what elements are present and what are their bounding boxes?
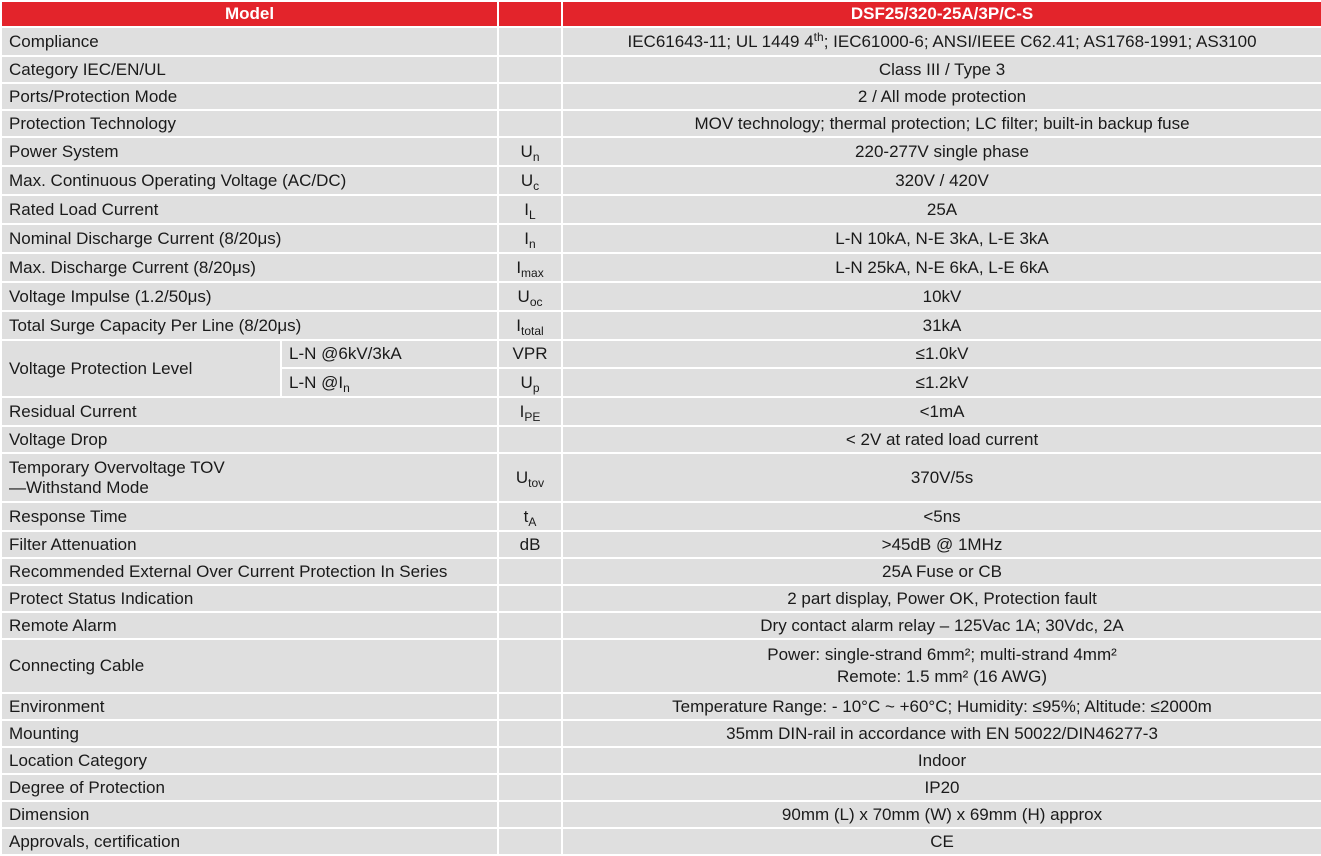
row-sublabel: L-N $@I_n$ bbox=[281, 368, 498, 397]
table-row bbox=[1, 27, 1321, 56]
row-label: Degree of Protection bbox=[1, 774, 498, 801]
row-value: >45dB @ 1MHz bbox=[562, 531, 1321, 558]
table-row bbox=[1, 585, 1321, 612]
row-symbol: $U_{oc}$ bbox=[498, 282, 562, 311]
row-label: Connecting Cable bbox=[1, 639, 498, 693]
table-row bbox=[1, 137, 1321, 166]
table-row bbox=[1, 110, 1321, 137]
row-value: 31kA bbox=[562, 311, 1321, 340]
row-symbol bbox=[498, 56, 562, 83]
table-row bbox=[1, 720, 1321, 747]
table-row bbox=[1, 801, 1321, 828]
row-value: MOV technology; thermal protection; LC filter; built-in backup fuse bbox=[562, 110, 1321, 137]
row-symbol bbox=[498, 774, 562, 801]
table-row bbox=[1, 56, 1321, 83]
row-label: Response Time bbox=[1, 502, 498, 531]
row-value: <1mA bbox=[562, 397, 1321, 426]
row-label: Mounting bbox=[1, 720, 498, 747]
row-symbol bbox=[498, 110, 562, 137]
table-row bbox=[1, 282, 1321, 311]
row-value: <5ns bbox=[562, 502, 1321, 531]
row-value: 25A bbox=[562, 195, 1321, 224]
row-label: Rated Load Current bbox=[1, 195, 498, 224]
row-sublabel: L-N @6kV/3kA bbox=[281, 340, 498, 368]
row-symbol bbox=[498, 639, 562, 693]
row-label: Filter Attenuation bbox=[1, 531, 498, 558]
table-row bbox=[1, 224, 1321, 253]
row-symbol: $I_n$ bbox=[498, 224, 562, 253]
row-symbol: $I_L$ bbox=[498, 195, 562, 224]
row-value-line: Remote: 1.5 mm² (16 AWG) bbox=[837, 667, 1048, 686]
row-label: Protect Status Indication bbox=[1, 585, 498, 612]
row-symbol: $U_p$ bbox=[498, 368, 562, 397]
table-row bbox=[1, 558, 1321, 585]
table-row bbox=[1, 828, 1321, 855]
row-value-line: Power: single-strand 6mm²; multi-strand 4mm² bbox=[767, 645, 1117, 664]
header-row bbox=[1, 1, 1321, 27]
row-value: ≤1.0kV bbox=[562, 340, 1321, 368]
row-label: Total Surge Capacity Per Line (8/20μs) bbox=[1, 311, 498, 340]
row-value: 2 / All mode protection bbox=[562, 83, 1321, 110]
table-row bbox=[1, 502, 1321, 531]
table-row bbox=[1, 83, 1321, 110]
row-symbol bbox=[498, 585, 562, 612]
row-value: L-N 25kA, N-E 6kA, L-E 6kA bbox=[562, 253, 1321, 282]
row-label-line: —Withstand Mode bbox=[9, 477, 149, 497]
table-row bbox=[1, 195, 1321, 224]
row-label: Recommended External Over Current Protection In Series bbox=[1, 558, 498, 585]
row-symbol: $I_{PE}$ bbox=[498, 397, 562, 426]
row-value: Class III / Type 3 bbox=[562, 56, 1321, 83]
row-label-line: Temporary Overvoltage TOV bbox=[9, 457, 225, 477]
row-value: IEC61643-11; UL 1449 4th; IEC61000-6; ANSI/IEEE C62.41; AS1768-1991; AS3100 bbox=[562, 27, 1321, 56]
row-label: Voltage Protection Level bbox=[1, 340, 281, 397]
row-value bbox=[562, 639, 1321, 693]
row-symbol: dB bbox=[498, 531, 562, 558]
row-label: Max. Discharge Current (8/20μs) bbox=[1, 253, 498, 282]
row-value: 2 part display, Power OK, Protection fault bbox=[562, 585, 1321, 612]
table-row bbox=[1, 311, 1321, 340]
row-label: Location Category bbox=[1, 747, 498, 774]
table-row bbox=[1, 639, 1321, 693]
row-label: Protection Technology bbox=[1, 110, 498, 137]
row-symbol: $U_{tov}$ bbox=[498, 453, 562, 502]
row-value: 370V/5s bbox=[562, 453, 1321, 502]
row-symbol bbox=[498, 426, 562, 453]
row-value: L-N 10kA, N-E 3kA, L-E 3kA bbox=[562, 224, 1321, 253]
row-value: Temperature Range: - 10°C ~ +60°C; Humidity: ≤95%; Altitude: ≤2000m bbox=[562, 693, 1321, 720]
table-row bbox=[1, 453, 1321, 502]
row-symbol bbox=[498, 747, 562, 774]
row-value: 25A Fuse or CB bbox=[562, 558, 1321, 585]
row-symbol bbox=[498, 720, 562, 747]
row-label bbox=[1, 453, 498, 502]
row-symbol bbox=[498, 558, 562, 585]
header-sym-cell bbox=[498, 1, 562, 27]
model-value: DSF25/320-25A/3P/C-S bbox=[562, 1, 1321, 27]
row-value: 35mm DIN-rail in accordance with EN 50022/DIN46277-3 bbox=[562, 720, 1321, 747]
row-value: CE bbox=[562, 828, 1321, 855]
row-label: Category IEC/EN/UL bbox=[1, 56, 498, 83]
row-symbol: $U_n$ bbox=[498, 137, 562, 166]
row-value: 320V / 420V bbox=[562, 166, 1321, 195]
row-symbol bbox=[498, 828, 562, 855]
row-value: ≤1.2kV bbox=[562, 368, 1321, 397]
table-row bbox=[1, 747, 1321, 774]
table-row bbox=[1, 774, 1321, 801]
table-row bbox=[1, 693, 1321, 720]
row-symbol: VPR bbox=[498, 340, 562, 368]
row-symbol: $I_{max}$ bbox=[498, 253, 562, 282]
row-label: Residual Current bbox=[1, 397, 498, 426]
row-symbol bbox=[498, 612, 562, 639]
row-value: Dry contact alarm relay – 125Vac 1A; 30Vdc, 2A bbox=[562, 612, 1321, 639]
row-value: Indoor bbox=[562, 747, 1321, 774]
row-label: Ports/Protection Mode bbox=[1, 83, 498, 110]
row-symbol: $t_A$ bbox=[498, 502, 562, 531]
row-value: < 2V at rated load current bbox=[562, 426, 1321, 453]
row-symbol bbox=[498, 801, 562, 828]
row-symbol: $U_c$ bbox=[498, 166, 562, 195]
table-row bbox=[1, 426, 1321, 453]
table-row bbox=[1, 253, 1321, 282]
row-label: Nominal Discharge Current (8/20μs) bbox=[1, 224, 498, 253]
table-row bbox=[1, 612, 1321, 639]
row-label: Remote Alarm bbox=[1, 612, 498, 639]
row-symbol: $I_{total}$ bbox=[498, 311, 562, 340]
row-label: Approvals, certification bbox=[1, 828, 498, 855]
row-label: Power System bbox=[1, 137, 498, 166]
row-value: 10kV bbox=[562, 282, 1321, 311]
table-row bbox=[1, 166, 1321, 195]
row-value: 220-277V single phase bbox=[562, 137, 1321, 166]
row-value: 90mm (L) x 70mm (W) x 69mm (H) approx bbox=[562, 801, 1321, 828]
row-label: Environment bbox=[1, 693, 498, 720]
row-symbol bbox=[498, 83, 562, 110]
row-label: Voltage Drop bbox=[1, 426, 498, 453]
row-label: Voltage Impulse (1.2/50μs) bbox=[1, 282, 498, 311]
row-symbol bbox=[498, 693, 562, 720]
row-label: Max. Continuous Operating Voltage (AC/DC) bbox=[1, 166, 498, 195]
table-row bbox=[1, 531, 1321, 558]
row-label: Dimension bbox=[1, 801, 498, 828]
row-symbol bbox=[498, 27, 562, 56]
row-label: Compliance bbox=[1, 27, 498, 56]
row-value: IP20 bbox=[562, 774, 1321, 801]
table-row bbox=[1, 397, 1321, 426]
model-label: Model bbox=[1, 1, 498, 27]
table-row bbox=[1, 340, 1321, 368]
